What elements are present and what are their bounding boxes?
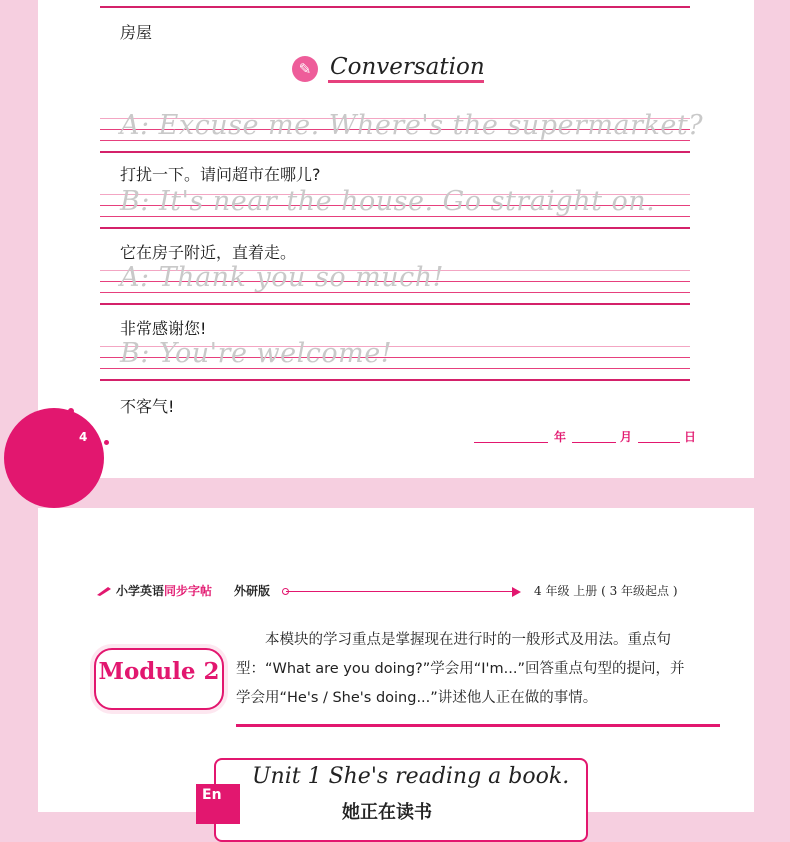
page-number: 4 xyxy=(79,430,88,444)
translation-line-4: 不客气! xyxy=(120,397,175,416)
book-name-part1: 小学英语 xyxy=(116,584,165,598)
trace-line-4[interactable]: B: You're welcome! xyxy=(120,338,393,369)
unit-title-cn: 她正在读书 xyxy=(342,802,432,823)
translation-line-3: 非常感谢您! xyxy=(120,319,207,338)
year-label: 年 xyxy=(554,430,567,444)
conversation-heading xyxy=(288,50,528,90)
unit-title: Unit 1 She's reading a book. xyxy=(252,764,570,789)
page-corner-decoration xyxy=(4,408,104,508)
month-label: 月 xyxy=(620,430,633,444)
top-word-cn: 房屋 xyxy=(120,23,153,42)
grid-line xyxy=(100,227,690,229)
book-name-part2: 同步字帖 xyxy=(164,584,213,598)
book-name xyxy=(116,582,212,599)
translation-line-1: 打扰一下。请问超市在哪儿? xyxy=(120,165,321,184)
title-underline xyxy=(328,80,484,83)
pen-badge-icon: ✎ xyxy=(292,56,318,82)
module-label: Module 2 xyxy=(98,658,220,685)
year-blank[interactable] xyxy=(474,442,548,443)
module-badge xyxy=(94,648,224,710)
conversation-title: Conversation xyxy=(330,54,485,80)
workbook-page-top xyxy=(38,0,754,478)
corner-dot xyxy=(68,408,74,414)
grid-line xyxy=(100,151,690,153)
edition-label: 外研版 xyxy=(234,584,271,598)
arrow-right-icon xyxy=(512,587,521,597)
day-label: 日 xyxy=(684,430,697,444)
translation-line-2: 它在房子附近，直着走。 xyxy=(120,243,297,262)
header-arrow-line xyxy=(286,591,514,592)
workbook-page-bottom xyxy=(38,508,754,823)
grid-line xyxy=(100,6,690,8)
intro-divider xyxy=(236,724,720,727)
day-blank[interactable] xyxy=(638,442,680,443)
grade-label: 4 年级 上册 ( 3 年级起点 ) xyxy=(534,584,678,598)
trace-line-2[interactable]: B: It's near the house. Go straight on. xyxy=(120,186,656,217)
module-intro: 本模块的学习重点是掌握现在进行时的一般形式及用法。重点句型：“What are you doing?”学会用“I'm...”回答重点句型的提问，并学会用“He's / She's doing...”讲述他人正在做的事情。 xyxy=(236,632,685,706)
en-badge-icon: En xyxy=(196,784,240,824)
grid-line xyxy=(100,303,690,305)
trace-line-1[interactable]: A: Excuse me. Where's the supermarket? xyxy=(120,110,704,141)
trace-line-3[interactable]: A: Thank you so much! xyxy=(120,262,445,293)
pen-icon xyxy=(96,586,112,596)
grid-line xyxy=(100,379,690,381)
corner-dot xyxy=(104,440,109,445)
month-blank[interactable] xyxy=(572,442,616,443)
